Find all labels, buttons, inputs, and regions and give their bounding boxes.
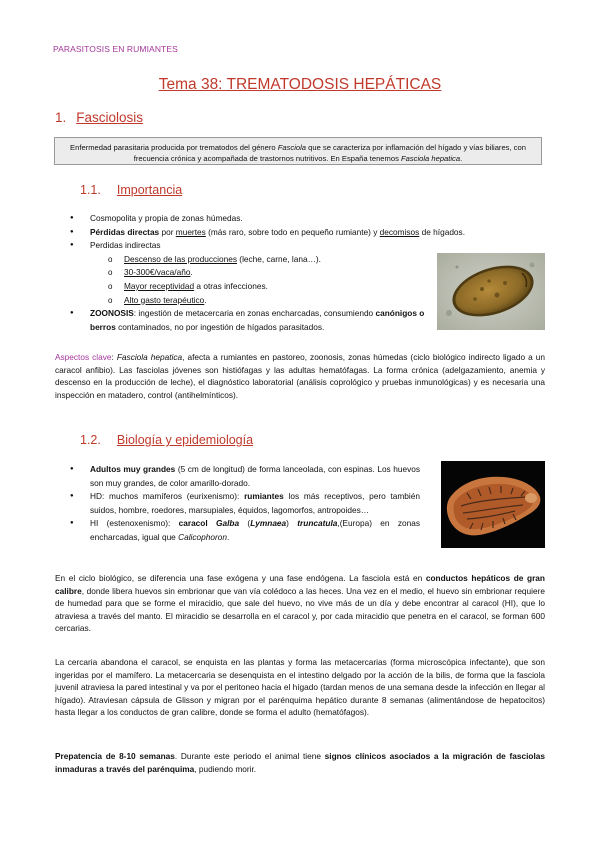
list-item: ● Cosmopolita y propia de zonas húmedas. — [70, 212, 442, 226]
adult-fluke-image — [441, 461, 545, 548]
definition-box: Enfermedad parasitaria producida por trematodos del género Fasciola que se caracteriza por inflamación del hígado y vías biliares, con frecuencia crónica y acompañada de trastornos nutritivos. En España tenemos Fasciola hepatica. — [54, 137, 542, 165]
biology-paragraph-1: En el ciclo biológico, se diferencia una fase exógena y una fase endógena. La fasciola está en conductos hepáticos de gran calibre, donde libera huevos sin embrionar que van vía colédoco a las heces. Una vez en el medio, el huevo sin embrionar requiere de humedad para que se forme el miracidio, que sale del huevo, no vive más de un día y debe encontrar al caracol (HI), que lo atraviesa a través del manto. El miracidio se desarrolla en el caracol y, por cada miracidio que penetra en el caracol, se forman 600 cercarias. — [55, 573, 545, 634]
sub-list-item: o 30-300€/vaca/año. — [70, 266, 442, 280]
section-number: 1. — [55, 110, 67, 125]
subsection-heading-biologia: 1.2. Biología y epidemiología — [80, 433, 254, 447]
list-item: ● ZOONOSIS: ingestión de metacercaria en zonas encharcadas, consumiendo canónigos o berros contaminados, no por ingestión de hígados parasitados. — [70, 307, 442, 334]
key-aspects-paragraph: Aspectos clave: Fasciola hepatica, afecta a rumiantes en pastoreo, zoonosis, zonas húmedas (ciclo biológico indirecto ligado a un caracol anfibio). Las fasciolas jóvenes son histiófagas y las adultas hematófagas. La forma crónica (adelgazamiento, anemia y descenso en la producción de leche), el diagnóstico laboratorial (análisis coprológico y pruebas inmunológicas) y es necesaria una inspección en matadero, control (antihelmínticos). — [55, 352, 545, 400]
section-label: Fasciolosis — [76, 110, 144, 125]
section-heading-fasciolosis — [55, 110, 143, 125]
biology-paragraph-3: Prepatencia de 8-10 semanas. Durante este periodo el animal tiene signos clínicos asociados a la migración de fasciolas inmaduras a través del parénquima, pudiendo morir. — [55, 751, 545, 774]
page-title: Tema 38: TREMATODOSIS HEPÁTICAS — [158, 76, 442, 93]
list-item: ● HI (estenoxenismo): caracol Galba (Lymnaea) truncatula,(Europa) en zonas encharcadas, igual que Calicophoron. — [70, 517, 420, 544]
sub-list-item: o Alto gasto terapéutico. — [70, 294, 442, 308]
list-item: ● HD: muchos mamíferos (eurixenismo): rumiantes los más receptivos, pero también suidos, hombre, roedores, marsupiales, équidos, lagomorfos, antropoides… — [70, 490, 420, 517]
list-item: ● Perdidas indirectas — [70, 239, 442, 253]
fasciola-egg-image — [437, 253, 545, 330]
importance-list — [70, 212, 465, 334]
running-header: PARASITOSIS EN RUMIANTES — [53, 44, 178, 54]
biology-list — [70, 463, 420, 545]
list-item: ● Pérdidas directas por muertes (más raro, sobre todo en pequeño rumiante) y decomisos de hígados. — [70, 226, 565, 240]
list-item: ● Adultos muy grandes (5 cm de longitud) de forma lanceolada, con espinas. Los huevos son muy grandes, de color amarillo-dorado. — [70, 463, 420, 490]
subsection-heading-importancia: 1.1. Importancia — [80, 183, 183, 197]
biology-paragraph-2: La cercaria abandona el caracol, se enquista en las plantas y forma las metacercarias (forma microscópica infectante), que son ingeridas por el mamífero. La metacercaria se desenquista en el intestino delgado por la acción de la bilis, de forma que la fasciola juvenil atraviesa la pared intestinal y va por el peritoneo hacia el hígado (tardan menos de una semana desde la infección en llegar al hígado). Atraviesan cápsula de Glisson y migran por el parénquima hepático durante 8 semanas (alimentándose de hepatocitos) hasta llegar a los conductos de gran calibre, donde se forma el adulto (hematófagos). — [55, 657, 545, 718]
sub-list-item: o Descenso de las producciones (leche, carne, lana…). — [70, 253, 442, 267]
sub-list-item: o Mayor receptividad a otras infecciones. — [70, 280, 442, 294]
